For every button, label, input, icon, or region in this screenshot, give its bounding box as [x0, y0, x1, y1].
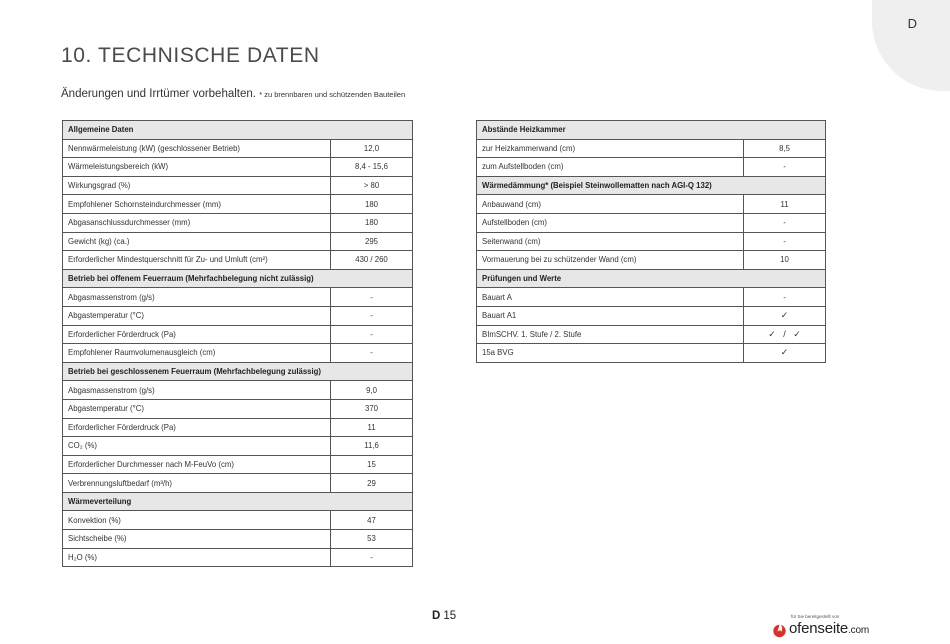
row-label: Konvektion (%)	[63, 511, 331, 530]
logo-suffix: .com	[848, 625, 869, 636]
table-row	[477, 158, 826, 177]
table-row	[477, 139, 826, 158]
section-header	[63, 362, 413, 381]
section-header	[63, 492, 413, 511]
row-label: H₂O (%)	[63, 548, 331, 567]
section-header-label: Betrieb bei geschlossenem Feuerraum (Mehrfachbelegung zulässig)	[63, 362, 413, 381]
row-value: 12,0	[331, 139, 413, 158]
row-value: -	[331, 344, 413, 363]
page-number-value: 15	[443, 610, 457, 622]
section-header	[63, 121, 413, 140]
table-row	[63, 213, 413, 232]
section-header-label: Prüfungen und Werte	[477, 269, 826, 288]
row-value: -	[331, 548, 413, 567]
corner-tab	[872, 0, 950, 91]
row-value: 180	[331, 195, 413, 214]
table-row	[63, 530, 413, 549]
distances-table	[476, 120, 826, 363]
section-header-label: Wärmeverteilung	[63, 492, 413, 511]
section-header	[63, 269, 413, 288]
corner-letter: D	[907, 16, 917, 31]
row-label: Erforderlicher Durchmesser nach M-FeuVo (cm)	[63, 455, 331, 474]
table-row	[63, 176, 413, 195]
section-header-label: Abstände Heizkammer	[477, 121, 826, 140]
row-label: 15a BVG	[477, 344, 744, 363]
row-value: 11	[331, 418, 413, 437]
section-header-label: Allgemeine Daten	[63, 121, 413, 140]
table-row	[63, 232, 413, 251]
row-label: Abgasanschlussdurchmesser (mm)	[63, 213, 331, 232]
row-value: -	[743, 158, 825, 177]
table-row	[63, 195, 413, 214]
table-row	[477, 195, 826, 214]
row-value: > 80	[331, 176, 413, 195]
row-label: Bauart A	[477, 288, 744, 307]
table-row	[63, 474, 413, 493]
row-label: Wirkungsgrad (%)	[63, 176, 331, 195]
row-label: Aufstellboden (cm)	[477, 213, 744, 232]
row-label: Seitenwand (cm)	[477, 232, 744, 251]
row-value: -	[331, 325, 413, 344]
subtitle-note: * zu brennbaren und schützenden Bauteilen	[259, 90, 406, 99]
row-value: 180	[331, 213, 413, 232]
row-value: 10	[743, 251, 825, 270]
section-header-label: Wärmedämmung* (Beispiel Steinwollematten nach AGI-Q 132)	[477, 176, 826, 195]
table-row	[63, 306, 413, 325]
table-row	[63, 325, 413, 344]
row-label: Sichtscheibe (%)	[63, 530, 331, 549]
ofenseite-logo	[772, 614, 884, 640]
row-label: Abgastemperatur (°C)	[63, 306, 331, 325]
row-value: ✓	[743, 344, 825, 363]
row-label: zum Aufstellboden (cm)	[477, 158, 744, 177]
row-label: Abgastemperatur (°C)	[63, 399, 331, 418]
table-row	[63, 418, 413, 437]
table-row	[63, 548, 413, 567]
table-row	[63, 288, 413, 307]
row-label: CO₂ (%)	[63, 437, 331, 456]
general-data-table	[62, 120, 413, 567]
table-row	[477, 344, 826, 363]
table-row	[63, 381, 413, 400]
row-value: -	[743, 213, 825, 232]
row-value: 8,5	[743, 139, 825, 158]
row-value: 11,6	[331, 437, 413, 456]
row-value: 29	[331, 474, 413, 493]
table-row	[477, 232, 826, 251]
row-label: Abgasmassenstrom (g/s)	[63, 381, 331, 400]
row-label: Verbrennungsluftbedarf (m³/h)	[63, 474, 331, 493]
row-value: 370	[331, 399, 413, 418]
section-header-label: Betrieb bei offenem Feuerraum (Mehrfachbelegung nicht zulässig)	[63, 269, 413, 288]
table-row	[477, 251, 826, 270]
row-label: Erforderlicher Förderdruck (Pa)	[63, 325, 331, 344]
row-value: -	[743, 232, 825, 251]
table-row	[63, 399, 413, 418]
row-label: Abgasmassenstrom (g/s)	[63, 288, 331, 307]
page-number-label: D	[432, 610, 441, 622]
row-value: 9,0	[331, 381, 413, 400]
table-row	[63, 437, 413, 456]
row-value: -	[331, 288, 413, 307]
row-value: 430 / 260	[331, 251, 413, 270]
table-row	[63, 158, 413, 177]
table-row	[477, 306, 826, 325]
table-row	[63, 139, 413, 158]
row-value: -	[743, 288, 825, 307]
row-label: Anbauwand (cm)	[477, 195, 744, 214]
row-value: -	[331, 306, 413, 325]
row-label: Bauart A1	[477, 306, 744, 325]
row-value: 47	[331, 511, 413, 530]
subtitle-text: Änderungen und Irrtümer vorbehalten.	[61, 88, 256, 100]
table-row	[63, 344, 413, 363]
row-label: Empfohlener Raumvolumenausgleich (cm)	[63, 344, 331, 363]
section-header	[477, 176, 826, 195]
table-row	[63, 511, 413, 530]
row-value: 8,4 - 15,6	[331, 158, 413, 177]
page-number	[432, 610, 456, 622]
row-label: Gewicht (kg) (ca.)	[63, 232, 331, 251]
row-value: ✓ / ✓	[743, 325, 825, 344]
row-value: 15	[331, 455, 413, 474]
row-label: Nennwärmeleistung (kW) (geschlossener Betrieb)	[63, 139, 331, 158]
section-header	[477, 269, 826, 288]
table-row	[477, 288, 826, 307]
row-value: ✓	[743, 306, 825, 325]
row-label: zur Heizkammerwand (cm)	[477, 139, 744, 158]
logo-wordmark	[789, 620, 869, 637]
logo-tagline: für Sie bereitgestellt von	[791, 614, 840, 619]
row-value: 295	[331, 232, 413, 251]
table-row	[477, 213, 826, 232]
table-row	[477, 325, 826, 344]
row-label: Erforderlicher Förderdruck (Pa)	[63, 418, 331, 437]
flame-icon	[772, 620, 787, 638]
table-row	[63, 251, 413, 270]
logo-word: ofenseite	[789, 620, 849, 637]
row-label: BImSCHV. 1. Stufe / 2. Stufe	[477, 325, 744, 344]
row-label: Wärmeleistungsbereich (kW)	[63, 158, 331, 177]
table-row	[63, 455, 413, 474]
row-value: 53	[331, 530, 413, 549]
page-title: 10. TECHNISCHE DATEN	[61, 44, 320, 67]
row-label: Empfohlener Schornsteindurchmesser (mm)	[63, 195, 331, 214]
row-label: Erforderlicher Mindestquerschnitt für Zu- und Umluft (cm²)	[63, 251, 331, 270]
subtitle	[61, 88, 405, 100]
row-value: 11	[743, 195, 825, 214]
row-label: Vormauerung bei zu schützender Wand (cm)	[477, 251, 744, 270]
section-header	[477, 121, 826, 140]
